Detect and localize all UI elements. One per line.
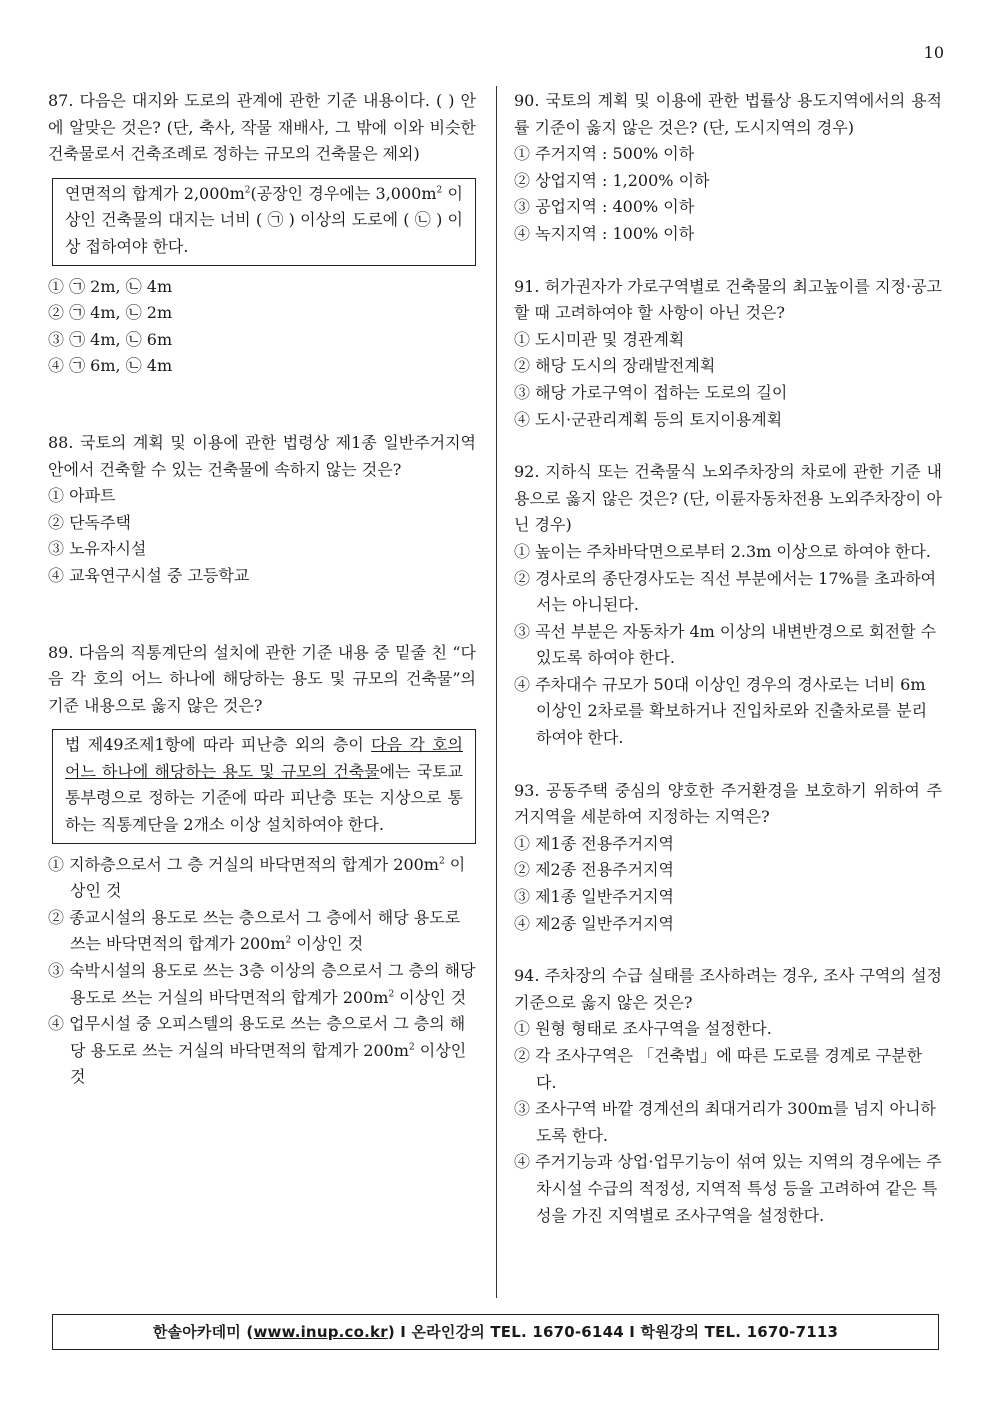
option-1[interactable]: ① 주거지역 : 500% 이하	[514, 144, 695, 164]
question-89	[48, 640, 476, 1092]
option-4[interactable]: ④ 교육연구시설 중 고등학교	[48, 565, 250, 585]
option-2[interactable]: ② 경사로의 종단경사도는 직선 부분에서는 17%를 초과하여서는 아니된다.	[514, 568, 937, 615]
question-stem: 88. 국토의 계획 및 이용에 관한 법령상 제1종 일반주거지역 안에서 건축할 수 있는 건축물에 속하지 않는 것은?	[48, 432, 476, 479]
page-number: 10	[923, 43, 944, 62]
option-3[interactable]: ③ 숙박시설의 용도로 쓰는 3층 이상의 층으로서 그 층의 해당 용도로 쓰는 거실의 바닥면적의 합계가 $200m^2$ 이상인 것	[48, 961, 476, 1007]
option-2[interactable]: ② 종교시설의 용도로 쓰는 층으로서 그 층에서 해당 용도로 쓰는 바닥면적의 합계가 $200m^2$ 이상인 것	[48, 907, 461, 954]
question-stem: 94. 주차장의 수급 실태를 조사하려는 경우, 조사 구역의 설정 기준으로 옳지 않은 것은?	[514, 966, 942, 1012]
option-4[interactable]: ④ 제2종 일반주거지역	[514, 913, 674, 933]
option-4[interactable]: ④ 업무시설 중 오피스텔의 용도로 쓰는 층으로서 그 층의 해당 용도로 쓰는 거실의 바닥면적의 합계가 $200m^2$ 이상인 것	[48, 1014, 467, 1087]
footer-banner: 한솔아카데미 (www.inup.co.kr) I 온라인강의 TEL. 1670-6144 I 학원강의 TEL. 1670-7113	[52, 1314, 939, 1350]
question-stem: 87. 다음은 대지와 도로의 관계에 관한 기준 내용이다. ( ) 안에 알맞은 것은? (단, 축사, 작물 재배사, 그 밖에 이와 비슷한 건축물로서 건축조례로 정하는 규모의 건축물은 제외)	[48, 91, 476, 164]
option-1[interactable]: ① 아파트	[48, 486, 116, 506]
option-2[interactable]: ② ㉠ 4m, ㉡ 2m	[48, 303, 173, 323]
option-4[interactable]: ④ 주차대수 규모가 50대 이상인 경우의 경사로는 너비 6m 이상인 2차로를 확보하거나 진입차로와 진출차로를 분리하여야 한다.	[514, 674, 928, 748]
option-3[interactable]: ③ ㉠ 4m, ㉡ 6m	[48, 329, 173, 349]
option-3[interactable]: ③ 조사구역 바깥 경계선의 최대거리가 300m를 넘지 아니하도록 한다.	[514, 1099, 936, 1145]
option-2[interactable]: ② 상업지역 : 1,200% 이하	[514, 170, 710, 190]
website-link[interactable]: www.inup.co.kr	[253, 1323, 388, 1341]
question-88	[48, 430, 476, 590]
question-91	[514, 274, 942, 434]
question-stem: 90. 국토의 계획 및 이용에 관한 법률상 용도지역에서의 용적률 기준이 옳지 않은 것은? (단, 도시지역의 경우)	[514, 91, 942, 137]
question-92	[514, 459, 942, 752]
option-4[interactable]: ④ 녹지지역 : 100% 이하	[514, 223, 695, 243]
option-1[interactable]: ① 도시미관 및 경관계획	[514, 329, 685, 349]
option-3[interactable]: ③ 노유자시설	[48, 539, 147, 559]
question-94	[514, 963, 942, 1229]
option-1[interactable]: ① 높이는 주차바닥면으로부터 2.3m 이상으로 하여야 한다.	[514, 541, 931, 561]
right-column	[514, 88, 942, 1229]
question-87	[48, 88, 476, 380]
left-column	[48, 88, 476, 1091]
option-2[interactable]: ② 단독주택	[48, 512, 131, 532]
option-4[interactable]: ④ ㉠ 6m, ㉡ 4m	[48, 356, 173, 376]
option-4[interactable]: ④ 도시·군관리계획 등의 토지이용계획	[514, 409, 783, 429]
option-3[interactable]: ③ 공업지역 : 400% 이하	[514, 197, 695, 217]
question-stem: 93. 공동주택 중심의 양호한 주거환경을 보호하기 위하여 주거지역을 세분하여 지정하는 지역은?	[514, 780, 942, 827]
option-2[interactable]: ② 제2종 전용주거지역	[514, 860, 674, 880]
option-4[interactable]: ④ 주거기능과 상업·업무기능이 섞여 있는 지역의 경우에는 주차시설 수급의 적정성, 지역적 특성 등을 고려하여 같은 특성을 가진 지역별로 조사구역을 설정한다.	[514, 1152, 942, 1225]
question-stem: 89. 다음의 직통계단의 설치에 관한 기준 내용 중 밑줄 친 “다음 각 호의 어느 하나에 해당하는 용도 및 규모의 건축물”의 기준 내용으로 옳지 않은 것은?	[48, 642, 476, 715]
question-stem: 91. 허가권자가 가로구역별로 건축물의 최고높이를 지정·공고할 때 고려하여야 할 사항이 아닌 것은?	[514, 276, 942, 323]
option-1[interactable]: ① ㉠ 2m, ㉡ 4m	[48, 276, 173, 296]
question-93	[514, 778, 942, 938]
option-2[interactable]: ② 각 조사구역은 「건축법」에 따른 도로를 경계로 구분한다.	[514, 1046, 923, 1092]
option-2[interactable]: ② 해당 도시의 장래발전계획	[514, 356, 716, 376]
column-divider	[496, 86, 497, 1298]
option-1[interactable]: ① 원형 형태로 조사구역을 설정한다.	[514, 1019, 772, 1039]
reference-box: 연면적의 합계가 $2,000m^2$(공장인 경우에는 $3,000m^2$ 이상인 건축물의 대지는 너비 ( ㉠ ) 이상의 도로에 ( ㉡ ) 이상 접하여야 한다.	[52, 178, 476, 266]
reference-box: 법 제49조제1항에 따라 피난층 외의 층이 다음 각 호의 어느 하나에 해당하는 용도 및 규모의 건축물에는 국토교통부령으로 정하는 기준에 따라 피난층 또는 지상으로 통하는 직통계단을 2개소 이상 설치하여야 한다.	[52, 729, 476, 843]
question-stem: 92. 지하식 또는 건축물식 노외주차장의 차로에 관한 기준 내용으로 옳지 않은 것은? (단, 이륜자동차전용 노외주차장이 아닌 경우)	[514, 462, 942, 535]
question-90	[514, 88, 942, 248]
option-3[interactable]: ③ 곡선 부분은 자동차가 4m 이상의 내변반경으로 회전할 수 있도록 하여야 한다.	[514, 621, 937, 668]
option-3[interactable]: ③ 제1종 일반주거지역	[514, 887, 674, 907]
underlined-phrase: 다음 각 호의 어느 하나에 해당하는 용도 및 규모의 건축물	[65, 735, 464, 781]
option-1[interactable]: ① 지하층으로서 그 층 거실의 바닥면적의 합계가 $200m^2$ 이상인 것	[48, 854, 466, 901]
option-1[interactable]: ① 제1종 전용주거지역	[514, 833, 674, 853]
option-3[interactable]: ③ 해당 가로구역이 접하는 도로의 길이	[514, 382, 788, 402]
